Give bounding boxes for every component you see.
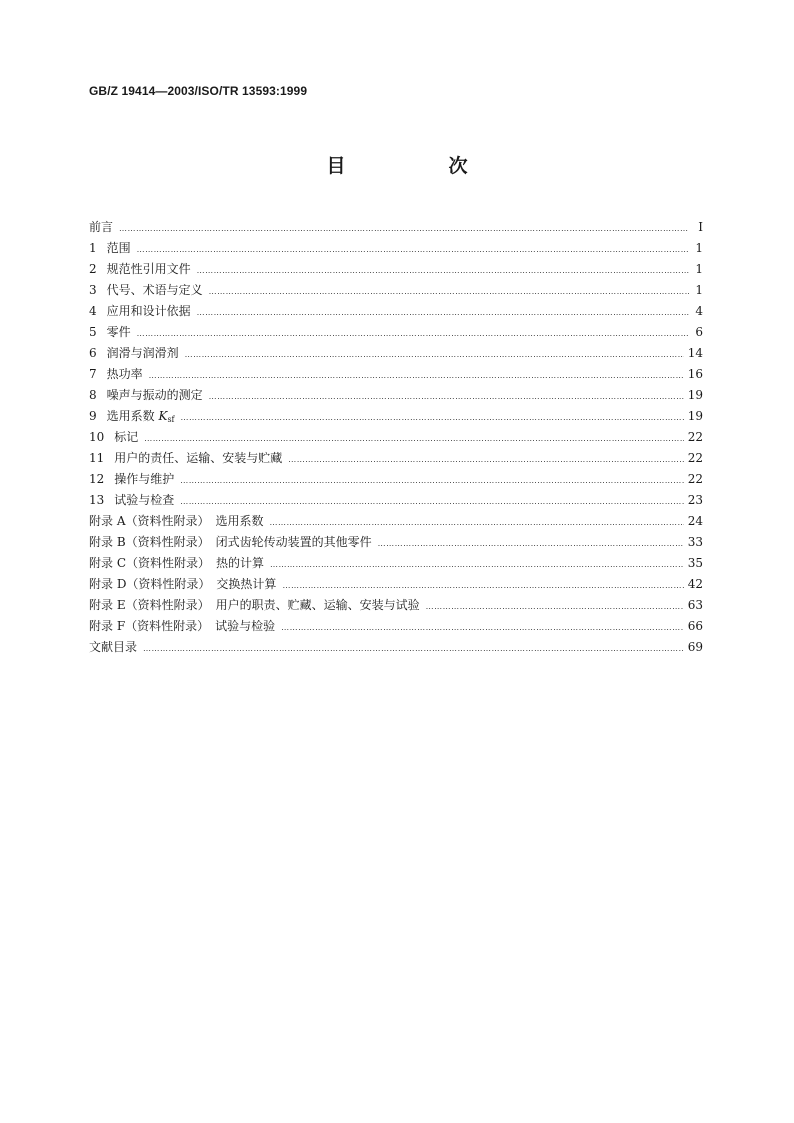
- toc-entry-label: [107, 259, 191, 280]
- toc-entry-page-number: 22: [687, 451, 703, 465]
- toc-entry[interactable]: [89, 238, 703, 259]
- toc-entry-label: [114, 427, 138, 448]
- toc-entry-label-text: 热功率: [106, 367, 143, 381]
- toc-dot-leader: [180, 490, 683, 512]
- toc-entry[interactable]: [89, 301, 703, 322]
- toc-entry-page-number: 22: [687, 472, 703, 486]
- toc-entry-label: [107, 322, 131, 343]
- toc-dot-leader: [180, 469, 683, 491]
- toc-entry-label-text: 附录 D（资料性附录） 交换热计算: [89, 577, 277, 591]
- page-title: 目 次: [326, 155, 510, 177]
- toc-entry-label-text: 代号、术语与定义: [106, 283, 203, 297]
- toc-entry-number: 13: [89, 493, 105, 507]
- toc-dot-leader: [144, 427, 683, 449]
- toc-entry-page-number: 6: [695, 325, 703, 339]
- toc-dot-leader: [185, 343, 684, 365]
- toc-entry-label-text: 润滑与润滑剂: [106, 346, 179, 360]
- toc-entry[interactable]: [89, 595, 703, 616]
- toc-entry-number: 6: [89, 346, 97, 360]
- toc-dot-leader: [197, 301, 689, 323]
- toc-dot-leader: [181, 406, 684, 428]
- toc-entry-page-number: 1: [695, 283, 703, 297]
- toc-entry-page-number: 69: [687, 640, 703, 654]
- toc-entry[interactable]: [89, 406, 703, 427]
- toc-dot-leader: [209, 280, 689, 302]
- toc-entry-page-number: 66: [687, 619, 703, 633]
- toc-entry-label-text: 附录 B（资料性附录） 闭式齿轮传动装置的其他零件: [89, 535, 372, 549]
- toc-entry-number: 4: [89, 304, 97, 318]
- document-code: GB/Z 19414—2003/ISO/TR 13593:1999: [89, 84, 308, 98]
- toc-entry-label-text: 操作与维护: [114, 472, 175, 486]
- toc-entry-number: 7: [89, 367, 97, 381]
- toc-entry-label-text: 噪声与振动的测定: [106, 388, 203, 402]
- toc-entry-number: 3: [89, 283, 97, 297]
- toc-entry-number: 8: [89, 388, 97, 402]
- toc-entry-label: [89, 553, 264, 574]
- toc-entry[interactable]: [89, 490, 703, 511]
- toc-entry-number: 10: [89, 430, 105, 444]
- toc-entry-label-text: 附录 F（资料性附录） 试验与检验: [89, 619, 276, 633]
- toc-dot-leader: [149, 364, 684, 386]
- toc-entry-number: 2: [89, 262, 97, 276]
- toc-entry-label: [107, 364, 143, 385]
- toc-entry-page-number: 4: [695, 304, 703, 318]
- toc-entry[interactable]: [89, 343, 703, 364]
- toc-entry-label: [107, 385, 203, 406]
- toc-entry-label: [114, 469, 174, 490]
- toc-dot-leader: [270, 553, 684, 575]
- toc-entry-label: [114, 448, 282, 469]
- toc-entry-label-text: 应用和设计依据: [106, 304, 191, 318]
- toc-entry-page-number: 23: [687, 493, 703, 507]
- toc-entry[interactable]: [89, 448, 703, 469]
- toc-entry[interactable]: [89, 469, 703, 490]
- toc-dot-leader: [288, 448, 683, 470]
- toc-entry[interactable]: [89, 217, 703, 238]
- toc-entry-label-text: 零件: [106, 325, 131, 339]
- toc-entry-label-text: 附录 A（资料性附录） 选用系数: [89, 514, 264, 528]
- toc-entry-number: 9: [89, 409, 97, 423]
- toc-dot-leader: [137, 238, 689, 260]
- toc-entry-label-text: 附录 C（资料性附录） 热的计算: [89, 556, 264, 570]
- toc-entry-label: [89, 616, 275, 637]
- toc-dot-leader: [282, 574, 683, 596]
- toc-entry-label: [89, 637, 137, 658]
- toc-entry[interactable]: [89, 427, 703, 448]
- toc-entry-number: 11: [89, 451, 105, 465]
- toc-entry[interactable]: [89, 616, 703, 637]
- toc-entry-label-text: 规范性引用文件: [106, 262, 191, 276]
- toc-dot-leader: [378, 532, 684, 554]
- toc-entry-page-number: 42: [687, 577, 703, 591]
- toc-entry-label: [89, 574, 276, 595]
- toc-entry-label-text: 文献目录: [89, 640, 138, 654]
- toc-entry-label-text: 试验与检查: [114, 493, 175, 507]
- toc-entry-label-text: 选用系数: [106, 409, 159, 423]
- toc-entry-number: 5: [89, 325, 97, 339]
- toc-entry-label-text: 前言: [89, 220, 114, 234]
- toc-entry-label: [107, 343, 179, 364]
- table-of-contents: [89, 217, 703, 658]
- toc-entry-page-number: Ⅰ: [698, 220, 703, 234]
- toc-dot-leader: [281, 616, 684, 638]
- toc-entry-label-text: 用户的责任、运输、安装与贮藏: [114, 451, 283, 465]
- toc-dot-leader: [197, 259, 689, 281]
- toc-entry-page-number: 33: [687, 535, 703, 549]
- toc-entry[interactable]: [89, 511, 703, 532]
- toc-entry-number: 12: [89, 472, 105, 486]
- toc-entry-symbol-subscript: sf: [167, 415, 175, 424]
- toc-entry-label-text: 附录 E（资料性附录） 用户的职责、贮藏、运输、安装与试验: [89, 598, 420, 612]
- toc-entry[interactable]: [89, 322, 703, 343]
- toc-dot-leader: [426, 595, 684, 617]
- toc-entry-label: [107, 280, 203, 301]
- toc-entry-page-number: 1: [695, 241, 703, 255]
- toc-entry-label: [89, 511, 263, 532]
- toc-dot-leader: [209, 385, 684, 407]
- toc-entry-label: [114, 490, 174, 511]
- toc-entry-symbol: K: [158, 409, 168, 423]
- toc-entry-page-number: 16: [687, 367, 703, 381]
- toc-entry-page-number: 19: [687, 388, 703, 402]
- toc-entry[interactable]: [89, 385, 703, 406]
- toc-entry-page-number: 14: [687, 346, 703, 360]
- toc-entry[interactable]: [89, 364, 703, 385]
- toc-entry[interactable]: [89, 532, 703, 553]
- toc-entry-page-number: 1: [695, 262, 703, 276]
- toc-entry-label: [107, 238, 131, 259]
- toc-entry-page-number: 22: [687, 430, 703, 444]
- toc-entry-label: [89, 595, 420, 616]
- toc-entry-number: 1: [89, 241, 97, 255]
- toc-dot-leader: [143, 637, 684, 659]
- toc-dot-leader: [269, 511, 683, 533]
- toc-entry-label: [107, 301, 191, 322]
- toc-entry[interactable]: [89, 637, 703, 658]
- toc-entry-label-text: 范围: [106, 241, 131, 255]
- toc-entry-label: [89, 217, 113, 238]
- toc-entry[interactable]: [89, 574, 703, 595]
- toc-entry[interactable]: [89, 280, 703, 301]
- toc-entry-label: [89, 532, 372, 553]
- toc-entry-page-number: 35: [687, 556, 703, 570]
- toc-dot-leader: [119, 217, 689, 239]
- toc-entry-page-number: 24: [687, 514, 703, 528]
- toc-entry-label-text: 标记: [114, 430, 139, 444]
- toc-dot-leader: [137, 322, 689, 344]
- toc-entry-page-number: 63: [687, 598, 703, 612]
- toc-entry[interactable]: [89, 553, 703, 574]
- toc-entry[interactable]: [89, 259, 703, 280]
- toc-entry-page-number: 19: [687, 409, 703, 423]
